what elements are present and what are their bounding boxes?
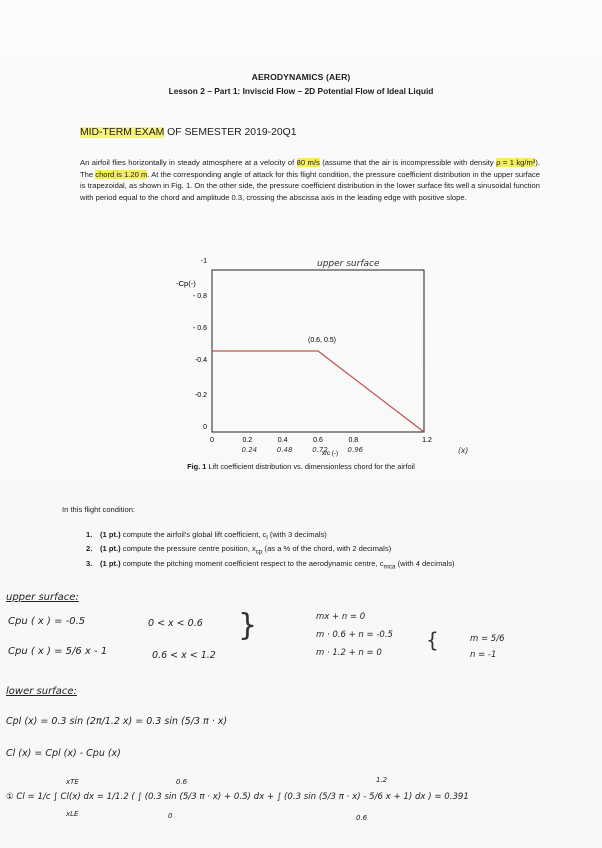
cpu-equation-1: Cpu ( x ) = -0.5 — [8, 616, 86, 627]
brace-right: } — [238, 608, 258, 643]
x-tick-label: 1.2 — [422, 437, 432, 444]
question-text: compute the airfoil's global lift coefficient, c — [120, 530, 267, 539]
question-points: (1 pt.) — [100, 558, 121, 568]
limit-lower-1: 0 — [168, 812, 173, 820]
limit-upper-1: 0.6 — [176, 778, 188, 786]
intro-text-1: An airfoil flies horizontally in steady atmosphere at a velocity of — [80, 158, 297, 167]
question-item — [86, 544, 516, 558]
hand-x-value: 0.48 — [276, 446, 293, 454]
y-tick-label: -1 — [200, 258, 207, 265]
limit-le: xLE — [66, 810, 79, 818]
cpu-range-2: 0.6 < x < 1.2 — [152, 650, 216, 661]
question-tail: (with 3 decimals) — [267, 530, 327, 539]
series-line-upper-surface — [212, 351, 424, 432]
lower-surface-heading: lower surface: — [6, 686, 77, 697]
hand-x-value: 0.96 — [347, 446, 364, 454]
question-text: compute the pitching moment coefficient respect to the aerodynamic centre, c — [120, 558, 384, 568]
x-tick-label: 0.8 — [348, 437, 359, 444]
question-number: 3. — [86, 558, 93, 568]
y-tick-label: - 0.6 — [192, 325, 207, 332]
n-value: n = -1 — [470, 650, 497, 660]
y-tick-label: 0 — [203, 424, 207, 431]
upper-surface-heading: upper surface: — [6, 592, 79, 603]
exam-title-rest: OF SEMESTER 2019-20Q1 — [164, 127, 297, 138]
cl-integral: ① Cl = 1/c ∫ Cl(x) dx = 1/1.2 ( ∫ (0.3 sin (5/3 π · x) + 0.5) dx + ∫ (0.3 sin (5/3 π · x) - 5/6 x + 1) dx ) = 0.391 — [6, 792, 469, 802]
brace-system: { — [426, 628, 439, 652]
cpu-equation-2: Cpu ( x ) = 5/6 x - 1 — [8, 646, 108, 657]
question-item — [86, 530, 516, 544]
cpl-equation: Cpl (x) = 0.3 sin (2π/1.2 x) = 0.3 sin (5/3 π · x) — [6, 716, 228, 727]
condition-text: In this flight condition: — [62, 505, 136, 514]
y-tick-label: -0.2 — [194, 392, 207, 399]
chart-series — [212, 351, 424, 432]
velocity-highlight: 80 m/s — [296, 158, 320, 167]
question-subscript: mca — [383, 563, 396, 571]
exam-title-highlight: MID-TERM EXAM — [80, 127, 165, 138]
limit-lower-2: 0.6 — [356, 814, 368, 822]
x-tick-label: 0.2 — [242, 437, 253, 444]
question-subscript: cp — [255, 548, 263, 556]
question-number: 2. — [86, 544, 93, 554]
question-item — [86, 559, 516, 573]
question-subscript: l — [266, 534, 268, 542]
x-tick-label: 0.4 — [277, 437, 288, 444]
intro-text-2: (assume that the air is incompressible with density — [319, 158, 497, 167]
hand-x-value: 0.72 — [312, 446, 328, 454]
question-points: (1 pt.) — [100, 530, 121, 539]
lesson-title: Lesson 2 – Part 1: Inviscid Flow – 2D Potential Flow of Ideal Liquid — [168, 86, 434, 96]
limit-upper-2: 1.2 — [376, 776, 388, 784]
question-tail: (as a % of the chord, with 2 decimals) — [262, 544, 392, 554]
m-value: m = 5/6 — [470, 634, 505, 644]
limit-te: xTE — [66, 778, 79, 786]
density-highlight: ρ = 1 kg/m³ — [496, 158, 536, 167]
course-title: AERODYNAMICS (AER) — [251, 72, 351, 82]
y-tick-label: -0.4 — [194, 357, 207, 364]
intro-text-3: ). The — [80, 158, 540, 179]
x-axis-label: x/c (-) — [321, 450, 339, 457]
cpu-range-1: 0 < x < 0.6 — [148, 618, 203, 629]
chord-highlight: chord is 1.20 m — [95, 169, 148, 179]
question-points: (1 pt.) — [100, 544, 121, 554]
point-label: (0.6, 0.5) — [308, 337, 337, 344]
hand-x-values — [242, 446, 364, 454]
eq-line-2: m · 0.6 + n = -0.5 — [316, 630, 393, 640]
question-list — [86, 530, 516, 573]
intro-text-4: . At the corresponding angle of attack for this flight condition, the pressure coefficient distribution in the upper surface is trapezoidal, as shown in Fig. 1. On the other side, the pressure coefficient distribution in the lower surface fits well a sinusoidal function with period equal to the chord and amplitude 0.3, crossing the abscissa axis in the leading edge with positive slope. — [80, 169, 540, 202]
question-text: compute the pressure centre position, x — [120, 544, 256, 554]
cl-difference: Cl (x) = Cpl (x) - Cpu (x) — [6, 748, 121, 759]
question-tail: (with 4 decimals) — [395, 558, 455, 568]
eq-line-1: mx + n = 0 — [316, 612, 366, 622]
eq-line-3: m · 1.2 + n = 0 — [316, 648, 382, 658]
upper-surface-label: upper surface — [317, 259, 380, 269]
y-axis-label: -Cp(-) — [176, 279, 196, 288]
x-hand-label: (x) — [458, 446, 469, 455]
figure-caption-label: Fig. 1 — [187, 462, 207, 471]
figure-caption — [0, 462, 602, 471]
x-tick-label: 0.6 — [313, 437, 323, 444]
question-number: 1. — [86, 530, 93, 539]
figure-caption-text: Lift coefficient distribution vs. dimensionless chord for the airfoil — [206, 462, 415, 471]
x-tick-labels — [210, 437, 432, 444]
y-tick-label: - 0.8 — [192, 293, 207, 300]
hand-x-value: 0.24 — [241, 446, 258, 454]
x-tick-label: 0 — [210, 437, 214, 444]
